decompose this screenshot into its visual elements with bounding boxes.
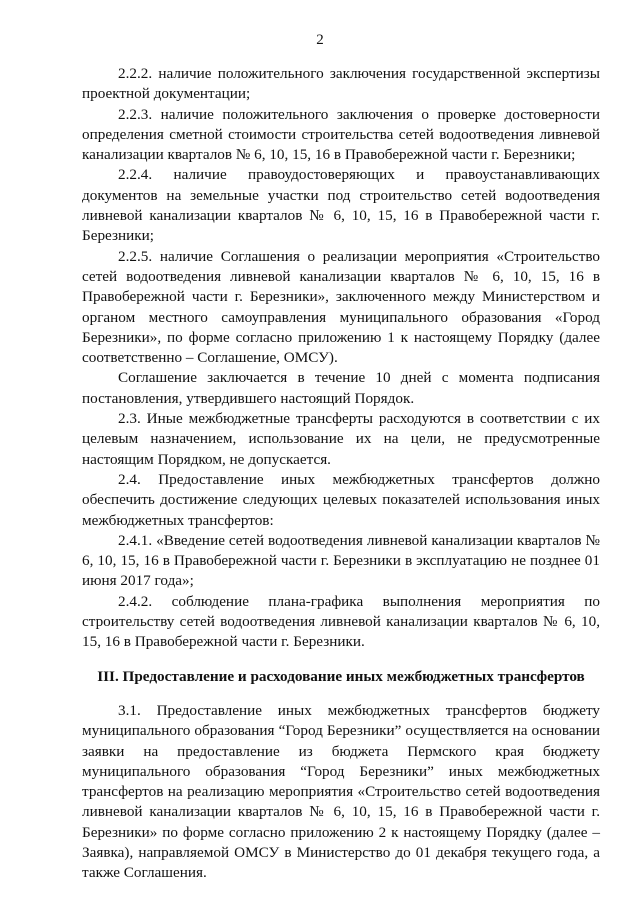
document-body xyxy=(82,64,600,884)
clause-2-2-3: 2.2.3. наличие положительного заключения о проверке достоверности определения сметной стоимости строительства сетей водоотведения ливневой канализации кварталов № 6, 10, 15, 16 в Правобережной части г. Березники; xyxy=(82,105,600,164)
agreement-term-paragraph: Соглашение заключается в течение 10 дней с момента подписания постановления, утвердившего настоящий Порядок. xyxy=(82,369,600,407)
clause-2-4-2: 2.4.2. соблюдение плана-графика выполнения мероприятия по строительству сетей водоотведения ливневой канализации кварталов № 6, 10, 15, 16 в Правобережной части г. Березники. xyxy=(82,592,600,651)
clause-2-2-2: 2.2.2. наличие положительного заключения государственной экспертизы проектной документации; xyxy=(82,65,600,103)
clause-2-2-5: 2.2.5. наличие Соглашения о реализации мероприятия «Строительство сетей водоотведения ливневой канализации кварталов № 6, 10, 15, 16 в Правобережной части г. Березники», заключенного между Министерством и органом местного самоуправления муниципального образования «Город Березники», по форме согласно приложению 1 к настоящему Порядку (далее соответственно – Соглашение, ОМСУ). xyxy=(82,247,600,367)
clause-2-3: 2.3. Иные межбюджетные трансферты расходуются в соответствии с их целевым назначением, использование их на цели, не предусмотренные настоящим Порядком, не допускается. xyxy=(82,410,600,468)
page-number: 2 xyxy=(316,32,324,48)
clause-2-4: 2.4. Предоставление иных межбюджетных трансфертов должно обеспечить достижение следующих целевых показателей использования иных межбюджетных трансфертов: xyxy=(82,470,600,529)
clause-2-2-4: 2.2.4. наличие правоудостоверяющих и правоустанавливающих документов на земельные участки под строительство сетей водоотведения ливневой канализации кварталов № 6, 10, 15, 16 в Правобережной части г. Березники; xyxy=(82,166,600,245)
clause-3-1: 3.1. Предоставление иных межбюджетных трансфертов бюджету муниципального образования “Город Березники” осуществляется на основании заявки на предоставление из бюджета Пермского края бюджету муниципального образования “Город Березники” иных межбюджетных трансфертов на реализацию мероприятия «Строительство сетей водоотведения ливневой канализации кварталов № 6, 10, 15, 16 в Правобережной части г. Березники» по форме согласно приложению 2 к настоящему Порядку (далее – Заявка), направляемой ОМСУ в Министерство до 01 декабря текущего года, а также Соглашения. xyxy=(82,701,600,882)
clause-2-4-1: 2.4.1. «Введение сетей водоотведения ливневой канализации кварталов № 6, 10, 15, 16 в Правобережной части г. Березники в эксплуатацию не позднее 01 июня 2017 года»; xyxy=(82,531,600,590)
section-heading: III. Предоставление и расходование иных межбюджетных трансфертов xyxy=(97,667,585,685)
